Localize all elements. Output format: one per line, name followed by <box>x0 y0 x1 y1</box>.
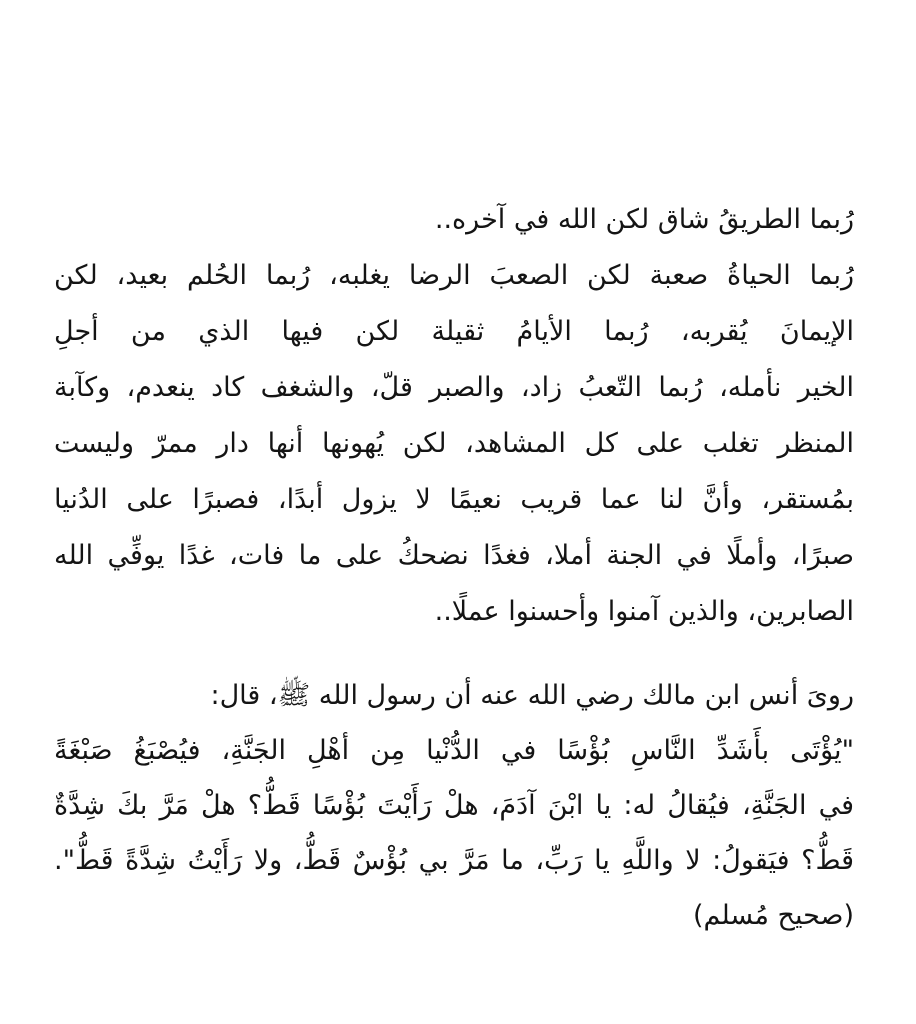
reflection-line-5: المنظر تغلب على كل المشاهد، لكن يُهونها أنها دار ممرّ وليست <box>54 428 854 459</box>
reflection-line-2: رُبما الحياةُ صعبة لكن الصعبَ الرضا يغلبه، رُبما الحُلم بعيد، لكن <box>54 260 854 291</box>
reflection-line-1: رُبما الطريقُ شاق لكن الله في آخره.. <box>434 204 854 235</box>
reflection-line-7: صبرًا، وأملًا في الجنة أملا، فغدًا نضحكُ على ما فات، غدًا يوفِّي الله <box>54 540 854 571</box>
reflection-line-4: الخير نأمله، رُبما التّعبُ زاد، والصبر قلّ، والشغف كاد ينعدم، وكآبة <box>54 372 854 403</box>
reflection-line-6: بمُستقر، وأنَّ لنا عما قريب نعيمًا لا يزول أبدًا، فصبرًا على الدُنيا <box>54 484 854 515</box>
reflection-line-3: الإيمانَ يُقربه، رُبما الأيامُ ثقيلة لكن فيها الذي من أجلِ <box>54 316 854 347</box>
reflection-paragraph <box>54 204 854 652</box>
reflection-line-8: الصابرين، والذين آمنوا وأحسنوا عملًا.. <box>434 596 854 627</box>
hadith-intro-line: روىَ أنس ابن مالك رضي الله عنه أن رسول الله ﷺ، قال: <box>210 680 854 711</box>
hadith-source: (صحيح مُسلم) <box>692 900 854 931</box>
hadith-line-3: قَطُّ؟ فيَقولُ: لا واللَّهِ يا رَبِّ، ما مَرَّ بي بُؤْسٌ قَطُّ، ولا رَأَيْتُ شِدَّةً قَطُّ". <box>54 845 854 876</box>
hadith-line-1: "يُؤْتَى بأَشَدِّ النَّاسِ بُؤْسًا في الدُّنْيا مِن أهْلِ الجَنَّةِ، فيُصْبَغُ صَبْغَةً <box>54 735 854 766</box>
hadith-line-2: في الجَنَّةِ، فيُقالُ له: يا ابْنَ آدَمَ، هلْ رَأَيْتَ بُؤْسًا قَطُّ؟ هلْ مَرَّ بكَ شِدَّةٌ <box>54 790 854 821</box>
hadith-paragraph <box>54 680 854 955</box>
